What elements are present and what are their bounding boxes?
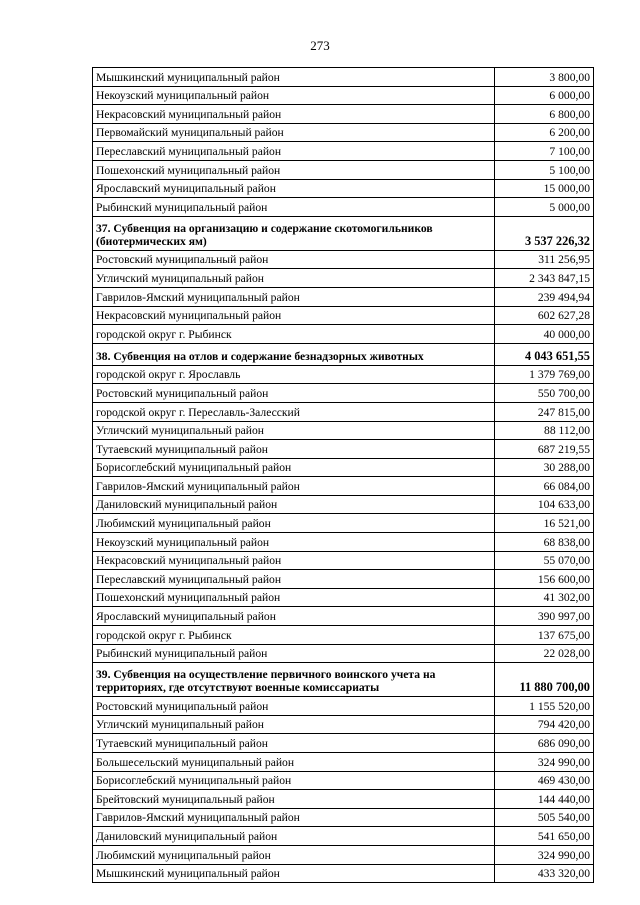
amount-cell: 66 084,00 xyxy=(495,477,594,496)
table-row xyxy=(93,105,594,124)
district-name-cell: Некрасовский муниципальный район xyxy=(93,105,495,124)
district-name-cell: Даниловский муниципальный район xyxy=(93,827,495,846)
amount-cell: 16 521,00 xyxy=(495,514,594,533)
amount-cell: 41 302,00 xyxy=(495,588,594,607)
district-name-cell: Ростовский муниципальный район xyxy=(93,250,495,269)
amount-cell: 156 600,00 xyxy=(495,570,594,589)
amount-cell: 137 675,00 xyxy=(495,626,594,645)
district-name-cell: Любимский муниципальный район xyxy=(93,514,495,533)
table-row xyxy=(93,160,594,179)
amount-cell: 5 100,00 xyxy=(495,160,594,179)
district-name-cell: Ярославский муниципальный район xyxy=(93,179,495,198)
table-row xyxy=(93,697,594,716)
table-row xyxy=(93,421,594,440)
district-name-cell: Борисоглебский муниципальный район xyxy=(93,771,495,790)
amount-cell: 505 540,00 xyxy=(495,808,594,827)
section-title-cell: 39. Субвенция на осуществление первичного воинского учета на территориях, где отсутствуют военные комиссариаты xyxy=(93,663,495,697)
amount-cell: 324 990,00 xyxy=(495,753,594,772)
table-row xyxy=(93,864,594,883)
table-row xyxy=(93,626,594,645)
district-name-cell: Рыбинский муниципальный район xyxy=(93,644,495,663)
table-row xyxy=(93,365,594,384)
table-row xyxy=(93,198,594,217)
table-row xyxy=(93,771,594,790)
district-name-cell: Брейтовский муниципальный район xyxy=(93,790,495,809)
amount-cell: 390 997,00 xyxy=(495,607,594,626)
amount-cell: 550 700,00 xyxy=(495,384,594,403)
amount-cell: 469 430,00 xyxy=(495,771,594,790)
amount-cell: 686 090,00 xyxy=(495,734,594,753)
table-row xyxy=(93,325,594,344)
table-row xyxy=(93,269,594,288)
table-row xyxy=(93,607,594,626)
table-row xyxy=(93,440,594,459)
district-name-cell: городской округ г. Ярославль xyxy=(93,365,495,384)
amount-cell: 3 800,00 xyxy=(495,68,594,87)
amount-cell: 30 288,00 xyxy=(495,458,594,477)
amount-cell: 6 200,00 xyxy=(495,123,594,142)
section-total-cell: 11 880 700,00 xyxy=(495,663,594,697)
district-name-cell: Переславский муниципальный район xyxy=(93,142,495,161)
table-row xyxy=(93,142,594,161)
table-row xyxy=(93,827,594,846)
district-name-cell: Любимский муниципальный район xyxy=(93,845,495,864)
table-row xyxy=(93,306,594,325)
amount-cell: 1 155 520,00 xyxy=(495,697,594,716)
district-name-cell: Гаврилов-Ямский муниципальный район xyxy=(93,477,495,496)
amount-cell: 104 633,00 xyxy=(495,495,594,514)
district-name-cell: Угличский муниципальный район xyxy=(93,715,495,734)
amount-cell: 433 320,00 xyxy=(495,864,594,883)
district-name-cell: городской округ г. Рыбинск xyxy=(93,325,495,344)
section-header-row xyxy=(93,663,594,697)
amount-cell: 5 000,00 xyxy=(495,198,594,217)
district-name-cell: городской округ г. Переславль-Залесский xyxy=(93,402,495,421)
amount-cell: 311 256,95 xyxy=(495,250,594,269)
amount-cell: 794 420,00 xyxy=(495,715,594,734)
district-name-cell: Некоузский муниципальный район xyxy=(93,533,495,552)
district-name-cell: Гаврилов-Ямский муниципальный район xyxy=(93,287,495,306)
amount-cell: 144 440,00 xyxy=(495,790,594,809)
table-row xyxy=(93,588,594,607)
district-name-cell: Первомайский муниципальный район xyxy=(93,123,495,142)
district-name-cell: Ростовский муниципальный район xyxy=(93,697,495,716)
district-name-cell: Даниловский муниципальный район xyxy=(93,495,495,514)
amount-cell: 324 990,00 xyxy=(495,845,594,864)
table-row xyxy=(93,123,594,142)
table-row xyxy=(93,179,594,198)
table-row xyxy=(93,533,594,552)
section-header-row xyxy=(93,216,594,250)
table-row xyxy=(93,808,594,827)
district-name-cell: Большесельский муниципальный район xyxy=(93,753,495,772)
section-title-cell: 38. Субвенция на отлов и содержание безнадзорных животных xyxy=(93,343,495,365)
district-name-cell: Некрасовский муниципальный район xyxy=(93,551,495,570)
district-name-cell: Борисоглебский муниципальный район xyxy=(93,458,495,477)
district-name-cell: Ростовский муниципальный район xyxy=(93,384,495,403)
table-row xyxy=(93,715,594,734)
district-name-cell: Пошехонский муниципальный район xyxy=(93,160,495,179)
table-row xyxy=(93,458,594,477)
table-row xyxy=(93,734,594,753)
section-total-cell: 4 043 651,55 xyxy=(495,343,594,365)
table-row xyxy=(93,402,594,421)
district-name-cell: Гаврилов-Ямский муниципальный район xyxy=(93,808,495,827)
table-row xyxy=(93,845,594,864)
district-name-cell: Рыбинский муниципальный район xyxy=(93,198,495,217)
amount-cell: 40 000,00 xyxy=(495,325,594,344)
amount-cell: 247 815,00 xyxy=(495,402,594,421)
amount-cell: 239 494,94 xyxy=(495,287,594,306)
table-row xyxy=(93,68,594,87)
amount-cell: 1 379 769,00 xyxy=(495,365,594,384)
district-name-cell: Тутаевский муниципальный район xyxy=(93,734,495,753)
amount-cell: 6 800,00 xyxy=(495,105,594,124)
section-total-cell: 3 537 226,32 xyxy=(495,216,594,250)
table-row xyxy=(93,384,594,403)
amount-cell: 602 627,28 xyxy=(495,306,594,325)
table-row xyxy=(93,477,594,496)
district-name-cell: Ярославский муниципальный район xyxy=(93,607,495,626)
table-row xyxy=(93,495,594,514)
amount-cell: 2 343 847,15 xyxy=(495,269,594,288)
subsidy-table-body xyxy=(93,68,594,883)
table-row xyxy=(93,644,594,663)
amount-cell: 687 219,55 xyxy=(495,440,594,459)
district-name-cell: Угличский муниципальный район xyxy=(93,269,495,288)
amount-cell: 55 070,00 xyxy=(495,551,594,570)
district-name-cell: Угличский муниципальный район xyxy=(93,421,495,440)
table-row xyxy=(93,287,594,306)
table-row xyxy=(93,570,594,589)
subsidy-table xyxy=(92,67,594,883)
district-name-cell: городской округ г. Рыбинск xyxy=(93,626,495,645)
district-name-cell: Мышкинский муниципальный район xyxy=(93,68,495,87)
page-number: 273 xyxy=(310,38,330,53)
amount-cell: 541 650,00 xyxy=(495,827,594,846)
section-title-cell: 37. Субвенция на организацию и содержание скотомогильников (биотермических ям) xyxy=(93,216,495,250)
section-header-row xyxy=(93,343,594,365)
amount-cell: 15 000,00 xyxy=(495,179,594,198)
table-row xyxy=(93,753,594,772)
district-name-cell: Некрасовский муниципальный район xyxy=(93,306,495,325)
amount-cell: 88 112,00 xyxy=(495,421,594,440)
district-name-cell: Переславский муниципальный район xyxy=(93,570,495,589)
table-row xyxy=(93,551,594,570)
table-row xyxy=(93,86,594,105)
amount-cell: 22 028,00 xyxy=(495,644,594,663)
amount-cell: 68 838,00 xyxy=(495,533,594,552)
district-name-cell: Некоузский муниципальный район xyxy=(93,86,495,105)
table-row xyxy=(93,790,594,809)
amount-cell: 7 100,00 xyxy=(495,142,594,161)
amount-cell: 6 000,00 xyxy=(495,86,594,105)
district-name-cell: Пошехонский муниципальный район xyxy=(93,588,495,607)
district-name-cell: Мышкинский муниципальный район xyxy=(93,864,495,883)
table-row xyxy=(93,250,594,269)
district-name-cell: Тутаевский муниципальный район xyxy=(93,440,495,459)
table-row xyxy=(93,514,594,533)
